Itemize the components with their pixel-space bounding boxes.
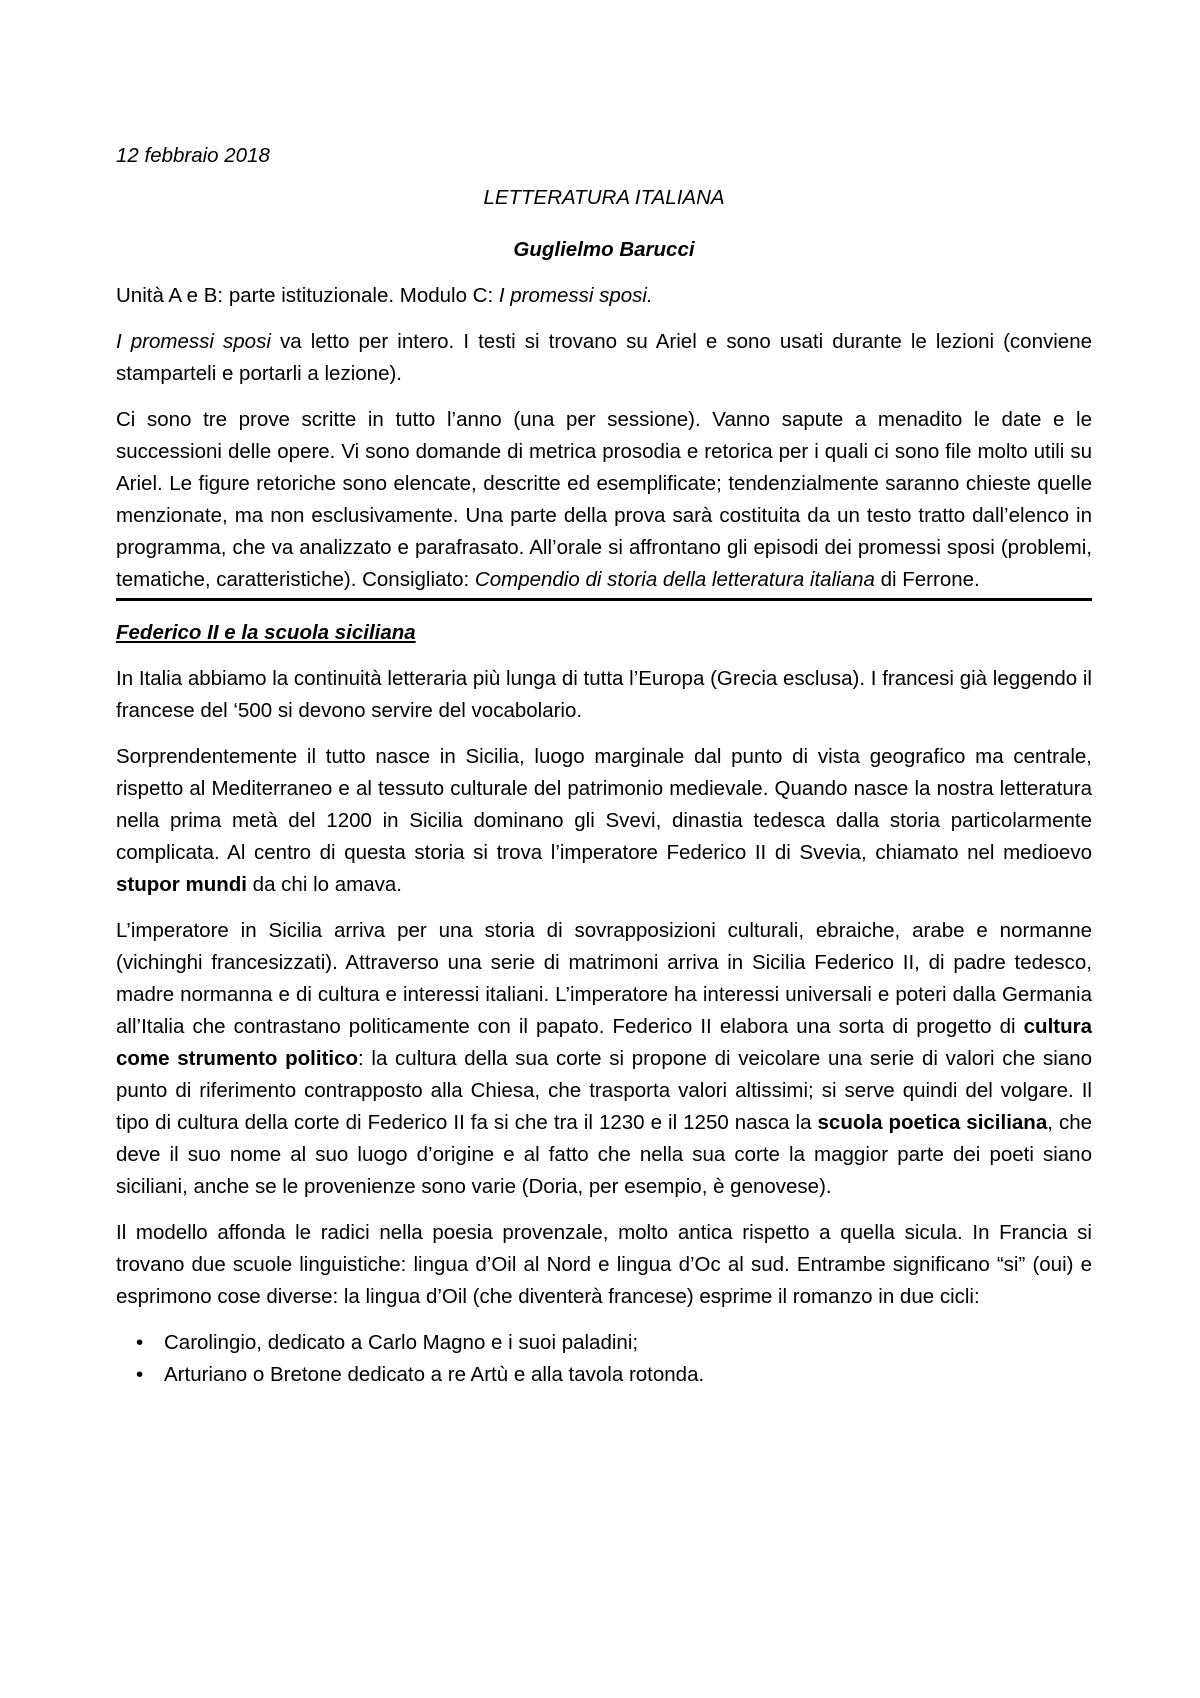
section-paragraph-2 — [116, 741, 1092, 901]
intro-p2-text: va letto per intero. I testi si trovano su Ariel e sono usati durante le lezioni (conviene stamparteli e portarli a lezione). — [116, 330, 1092, 385]
section-p2-bold: stupor mundi — [116, 873, 247, 896]
list-item — [116, 1327, 1092, 1359]
section-paragraph-3 — [116, 915, 1092, 1203]
section-p3-text-a: L’imperatore in Sicilia arriva per una storia di sovrapposizioni culturali, ebraiche, arabe e normanne (vichinghi francesizzati). Attraverso una serie di matrimoni arriva in Sicilia Federico II, di padre tedesco, madre normanna e di cultura e interessi italiani. L’imperatore ha interessi universali e poteri dalla Germania all’Italia che contrastano politicamente con il papato. Federico II elabora una sorta di progetto di — [116, 919, 1092, 1038]
intro-paragraph-1 — [116, 280, 1092, 312]
document-date: 12 febbraio 2018 — [116, 144, 270, 167]
intro-p3-text: Ci sono tre prove scritte in tutto l’anno (una per sessione). Vanno sapute a menadito le date e le successioni delle opere. Vi sono domande di metrica prosodia e retorica per i quali ci sono file molto utili su Ariel. Le figure retoriche sono elencate, descritte ed esemplificate; tendenzialmente saranno chieste quelle menzionate, ma non esclusivamente. Una parte della prova sarà costituita da un testo tratto dall’elenco in programma, che va analizzato e parafrasato. All’orale si affrontano gli episodi dei promessi sposi (problemi, tematiche, caratteristiche). Consigliato: — [116, 408, 1092, 591]
bullet-icon: • — [136, 1363, 144, 1386]
intro-p1-text: Unità A e B: parte istituzionale. Modulo C: — [116, 284, 499, 307]
section-p2-text-end: da chi lo amava. — [246, 873, 402, 896]
intro-paragraph-2 — [116, 326, 1092, 390]
intro-p2-book-title: I promessi sposi — [116, 330, 271, 353]
intro-p1-book-title: I promessi sposi. — [498, 284, 653, 307]
section-heading: Federico II e la scuola siciliana — [116, 621, 416, 644]
document-page — [116, 140, 1092, 1391]
list-item-text: Arturiano o Bretone dedicato a re Artù e alla tavola rotonda. — [164, 1363, 705, 1386]
course-title: LETTERATURA ITALIANA — [483, 186, 725, 209]
bullet-list — [116, 1327, 1092, 1391]
bullet-icon: • — [136, 1331, 144, 1354]
section-p3-text-c: : la cultura della sua corte si propone di veicolare una serie di valori che siano punto di riferimento contrapposto alla Chiesa, che trasporta valori altissimi; si serve quindi del volgare. Il tipo di cultura della corte di Federico II fa si che tra il 1230 e il 1250 nasca la — [116, 1047, 1092, 1134]
professor-name: Guglielmo Barucci — [513, 238, 695, 261]
section-p2-text: Sorprendentemente il tutto nasce in Sicilia, luogo marginale dal punto di vista geografico ma centrale, rispetto al Mediterraneo e al tessuto culturale del patrimonio medievale. Quando nasce la nostra letteratura nella prima metà del 1200 in Sicilia dominano gli Svevi, dinastia tedesca dalla storia particolarmente complicata. Al centro di questa storia si trova l’imperatore Federico II di Svevia, chiamato nel medioevo — [116, 745, 1092, 864]
section-paragraph-4: Il modello affonda le radici nella poesia provenzale, molto antica rispetto a quella sicula. In Francia si trovano due scuole linguistiche: lingua d’Oil al Nord e lingua d’Oc al sud. Entrambe significano “si” (oui) e esprimono cose diverse: la lingua d’Oil (che diventerà francese) esprime il romanzo in due cicli: — [116, 1221, 1092, 1308]
horizontal-rule — [116, 598, 1092, 601]
list-item-text: Carolingio, dedicato a Carlo Magno e i suoi paladini; — [164, 1331, 639, 1354]
intro-p3-text-end: di Ferrone. — [874, 568, 980, 591]
section-paragraph-1: In Italia abbiamo la continuità letteraria più lunga di tutta l’Europa (Grecia esclusa). I francesi già leggendo il francese del ‘500 si devono servire del vocabolario. — [116, 667, 1092, 722]
intro-p3-book-title: Compendio di storia della letteratura italiana — [474, 568, 875, 591]
section-p3-text-e: , che deve il suo nome al suo luogo d’origine e al fatto che nella sua corte la maggior parte dei poeti siano siciliani, anche se le provenienze sono varie (Doria, per esempio, è genovese). — [116, 1111, 1093, 1198]
list-item — [116, 1359, 1092, 1391]
intro-paragraph-3 — [116, 404, 1092, 596]
section-p3-bold-2: scuola poetica siciliana — [817, 1111, 1048, 1134]
section-p3-bold-1: cultura come strumento politico — [116, 1015, 1092, 1070]
